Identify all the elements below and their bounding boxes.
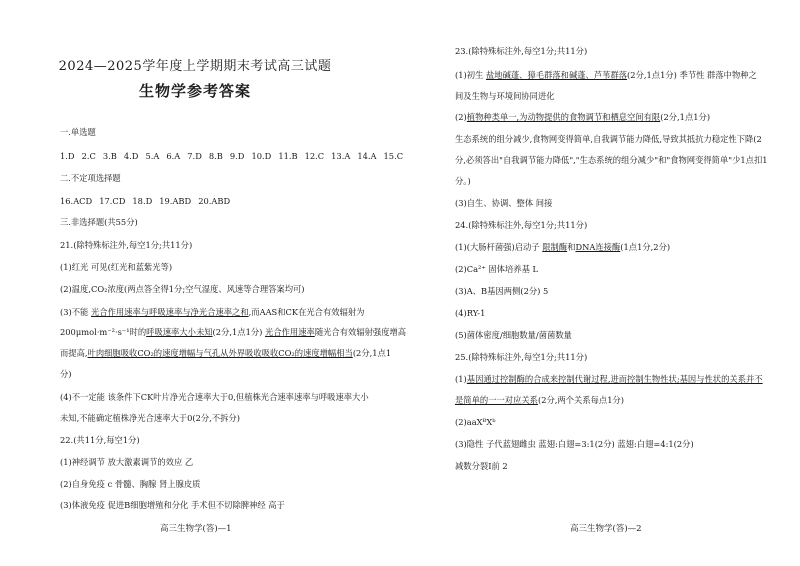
text: 随光合有效辐射强度增高 <box>314 327 407 337</box>
answer-subtitle: 生物学参考答案 <box>138 82 251 100</box>
text: ,而AAS和CK在光合有效辐射为 <box>248 307 365 317</box>
q25-answer-1-line2 <box>455 395 624 406</box>
answer-item: 19.ABD <box>159 196 192 206</box>
q23-answer-2-line3: 分,必须答出"自我调节能力降低","生态系统的组分减少"和"食物网变得简单"少1点扣1 <box>455 155 768 165</box>
text: (2分,1点1分) 季节性 群落中物种之 <box>627 70 757 80</box>
q24-answer-1 <box>455 242 670 253</box>
underlined-text: 是简单的一一对应关系 <box>455 395 538 405</box>
q22-answer-2: (2)自身免疫 c 骨髓、胸腺 肾上腺皮质 <box>60 479 201 489</box>
q21-answer-2: (2)温度,CO₂浓度(两点答全得1分;空气湿度、风速等合理答案均可) <box>60 284 305 294</box>
answer-item: 7.D <box>187 151 202 161</box>
q25-header: 25.(除特殊标注外,每空1分;共11分) <box>455 352 588 362</box>
text: 和 <box>567 242 576 252</box>
q23-answer-1-line2: 间及生物与环境间协同进化 <box>455 91 555 101</box>
answer-item: 4.D <box>123 151 139 161</box>
q24-answer-3: (3)A、B基因两侧(2分) 5 <box>455 286 549 296</box>
q21-answer-4-line1: (4)不一定能 该条件下CK叶片净光合速率大于0,但植株光合速率速率与呼吸速率大小 <box>60 392 369 402</box>
q23-answer-1-line1 <box>455 70 757 81</box>
q21-answer-3-line3 <box>60 348 391 359</box>
q21-answer-4-line2: 未知,不能确定植株净光合速率大于0(2分,不拆分) <box>60 413 240 423</box>
answer-item: 10.D <box>251 151 272 161</box>
answer-item: 17.CD <box>99 196 126 206</box>
q24-answer-5: (5)菌体密度/细胞数量/菌菌数量 <box>455 330 572 340</box>
text: (2分,1点1分) <box>660 112 711 122</box>
section-single-choice: 一.单选题 <box>60 127 96 137</box>
answer-item: 18.D <box>132 196 153 206</box>
underlined-text: 光合作用速率与呼吸速率与净光合速率之和 <box>90 307 249 317</box>
q24-header: 24.(除特殊标注外,每空1分;共11分) <box>455 220 588 230</box>
q21-answer-3-line4: 分) <box>60 369 72 379</box>
underlined-text: 盐地碱蓬、獐毛群落和碱蓬、芦苇群落 <box>485 70 628 80</box>
text: (1)初生 <box>455 70 486 80</box>
q22-answer-1: (1)神经调节 放大激素调节的效应 乙 <box>60 457 194 467</box>
q23-answer-2-line4: 分。) <box>455 176 471 186</box>
q25-answer-2: (2)aaXᴮXᵇ <box>455 417 496 427</box>
q22-header: 22.(共11分,每空1分) <box>60 435 140 445</box>
single-choice-answers <box>60 151 403 162</box>
answer-item: 2.C <box>81 151 96 161</box>
answer-item: 15.C <box>383 151 404 161</box>
text: (3)不能 <box>60 307 91 317</box>
underlined-text: 呼吸速率大小未知 <box>146 327 213 337</box>
multi-choice-answers <box>60 196 230 207</box>
exam-title: 2024—2025学年度上学期期末考试高三试题 <box>58 59 332 74</box>
q21-answer-1: (1)红光 可见(红光和蓝紫光等) <box>60 262 173 272</box>
answer-item: 3.B <box>102 151 117 161</box>
q21-answer-3-line2 <box>60 327 406 338</box>
q24-answer-4: (4)RY-1 <box>455 308 486 318</box>
answer-item: 13.A <box>331 151 351 161</box>
text: (1点1分,2分) <box>620 242 671 252</box>
answer-item: 9.D <box>229 151 245 161</box>
answer-item: 14.A <box>357 151 377 161</box>
text: 200μmol·m⁻²·s⁻¹时的 <box>60 327 147 337</box>
q23-answer-2-line2: 生态系统的组分减少,食物网变得简单,自我调节能力降低,导致其抵抗力稳定性下降(2 <box>455 134 762 144</box>
answer-item: 6.A <box>166 151 181 161</box>
underlined-text: 光合作用速率 <box>265 327 315 337</box>
answer-item: 16.ACD <box>60 196 93 206</box>
underlined-text: 植物种类单一,为动物提供的食物调节和栖息空间有限 <box>466 112 661 122</box>
q24-answer-2: (2)Ca²⁺ 固体培养基 L <box>455 264 539 274</box>
q23-header: 23.(除特殊标注外,每空1分;共11分) <box>455 46 588 56</box>
text: (2分,1点1 <box>352 348 392 358</box>
q21-header: 21.(除特殊标注外,每空1分;共11分) <box>60 240 193 250</box>
text: (2分,1点1分) <box>212 327 266 337</box>
q25-answer-1-line1 <box>455 374 763 385</box>
underlined-text: 限制酶 <box>542 242 568 252</box>
text: 而提高, <box>60 348 88 358</box>
q21-answer-3-line1 <box>60 307 364 318</box>
answer-item: 1.D <box>60 151 75 161</box>
text: (1) <box>455 374 467 384</box>
answer-item: 5.A <box>145 151 160 161</box>
answer-item: 20.ABD <box>198 196 231 206</box>
underlined-text: DNA连接酶 <box>575 242 621 252</box>
answer-item: 8.B <box>208 151 223 161</box>
q23-answer-2-line1 <box>455 112 710 123</box>
page-footer-2: 高三生物学(答)—2 <box>570 524 642 534</box>
text: (2分,两个关系每点1分) <box>537 395 625 405</box>
page-footer-1: 高三生物学(答)—1 <box>160 524 232 534</box>
answer-item: 11.B <box>278 151 298 161</box>
answer-item: 12.C <box>304 151 325 161</box>
underlined-text: 叶肉细胞吸收CO₂的速度增幅与气孔从外界吸收吸收CO₂的速度增幅相当 <box>87 348 353 358</box>
section-non-choice: 三.非选择题(共55分) <box>60 217 138 227</box>
text: (2) <box>455 112 467 122</box>
q23-answer-3: (3)自生、协调、整体 间接 <box>455 198 553 208</box>
text: (1)(大肠杆菌强)启动子 <box>455 242 543 252</box>
right-page <box>400 0 800 566</box>
section-multi-choice: 二.不定项选择题 <box>60 173 121 183</box>
q25-answer-4: 减数分裂I前 2 <box>455 461 508 471</box>
underlined-text: 基因通过控制酶的合成来控制代谢过程,进而控制生物性状;基因与性状的关系并不 <box>466 374 763 384</box>
q22-answer-3: (3)体液免疫 促进B细胞增殖和分化 手术但不切除脾神经 高于 <box>60 500 285 510</box>
q25-answer-3: (3)隐性 子代蓝翅雌虫 蓝翅:白翅=3:1(2分) 蓝翅:白翅=4:1(2分) <box>455 439 694 449</box>
